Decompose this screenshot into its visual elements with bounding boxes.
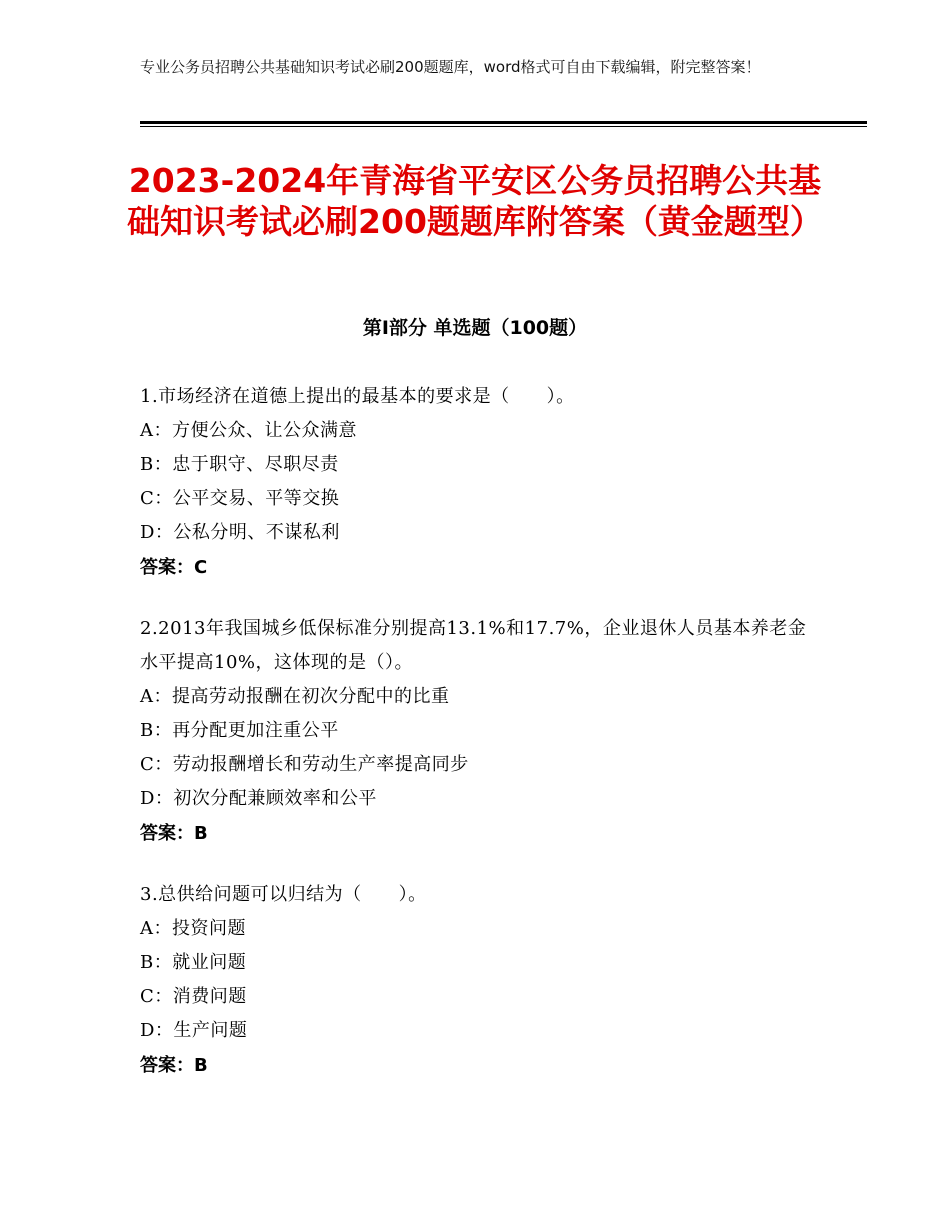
question-1 — [140, 380, 820, 586]
document-title: 2023-2024年青海省平安区公务员招聘公共基础知识考试必刷200题题库附答案（黄金题型） — [127, 161, 823, 241]
section-title: 第Ⅰ部分 单选题（100题） — [362, 317, 588, 339]
option-a: A：投资问题 — [140, 918, 246, 939]
option-b: B：忠于职守、尽职尽责 — [140, 454, 339, 475]
header-note: 专业公务员招聘公共基础知识考试必刷200题题库，word格式可自由下载编辑，附完整答案！ — [140, 58, 761, 76]
option-c: C：公平交易、平等交换 — [140, 488, 340, 509]
answer: 答案：B — [140, 823, 208, 844]
question-list — [140, 380, 820, 1110]
answer: 答案：B — [140, 1055, 208, 1076]
question-3 — [140, 878, 820, 1084]
option-d: D：公私分明、不谋私利 — [140, 522, 340, 543]
answer: 答案：C — [140, 557, 208, 578]
option-a: A：提高劳动报酬在初次分配中的比重 — [140, 686, 450, 707]
header-divider-thin — [140, 126, 867, 127]
header-divider-thick — [140, 121, 867, 124]
question-stem: 3.总供给问题可以归结为（ ）。 — [140, 884, 427, 905]
option-c: C：劳动报酬增长和劳动生产率提高同步 — [140, 754, 469, 775]
question-stem: 2.2013年我国城乡低保标准分别提高13.1%和17.7%，企业退休人员基本养老金水平提高10%，这体现的是（）。 — [140, 618, 807, 673]
option-c: C：消费问题 — [140, 986, 247, 1007]
option-d: D：生产问题 — [140, 1020, 248, 1041]
option-a: A：方便公众、让公众满意 — [140, 420, 357, 441]
option-b: B：就业问题 — [140, 952, 247, 973]
option-d: D：初次分配兼顾效率和公平 — [140, 788, 377, 809]
option-b: B：再分配更加注重公平 — [140, 720, 339, 741]
question-stem: 1.市场经济在道德上提出的最基本的要求是（ ）。 — [140, 386, 575, 407]
question-2 — [140, 612, 820, 852]
